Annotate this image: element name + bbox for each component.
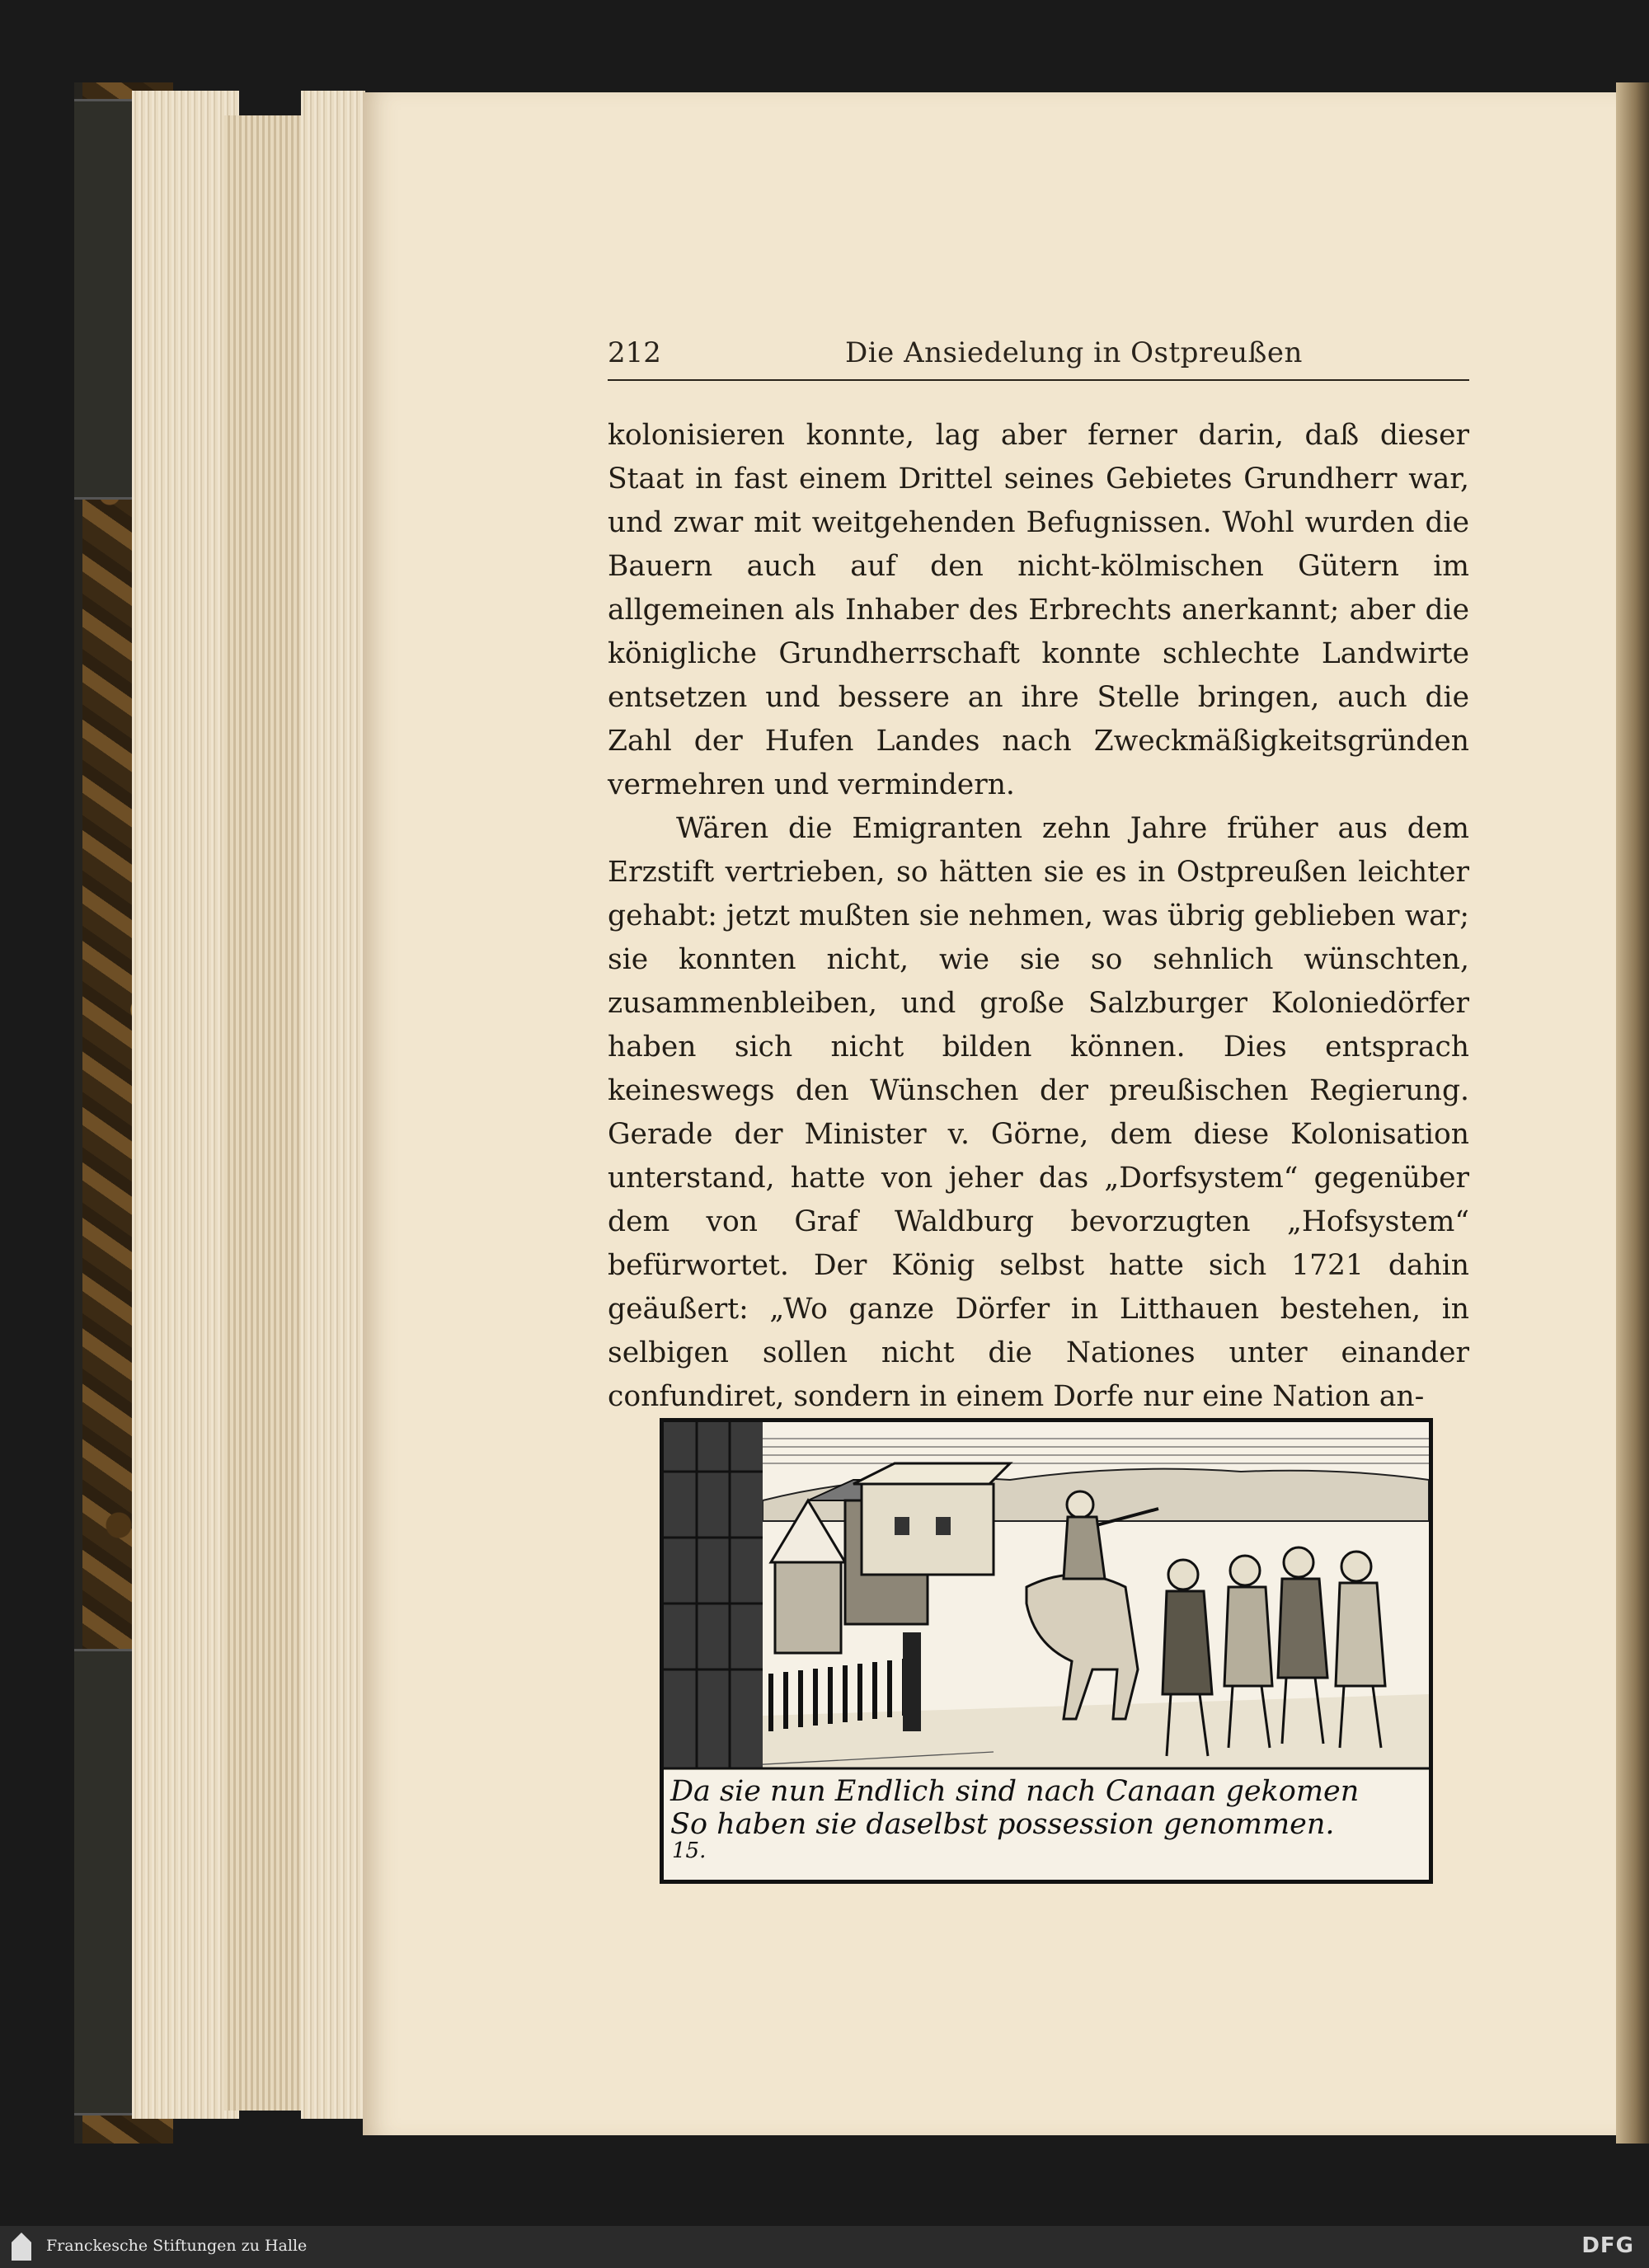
plate-number: 15. [672,1838,707,1863]
paragraph: Wären die Emigranten zehn Jahre früher aus dem Erzstift vertrieben, so hätten sie es in Ostpreußen leichter gehabt: jetzt mußten sie nehmen, was übrig geblieben war; sie konnten nicht, wie sie so sehnlich wünschten, zusammenbleiben, und große Salzburger Koloniedörfer haben sich nicht bilden können. Dies entsprach keineswegs den Wünschen der preußischen Regierung. Gerade der Minister v. Görne, dem diese Kolonisation unterstand, hatte von jeher das „Dorfsystem“ gegenüber dem von Graf Waldburg bevorzugten „Hofsystem“ befürwortet. Der König selbst hatte sich 1721 dahin geäußert: „Wo ganze Dörfer in Litthauen bestehen, in selbigen sollen nicht die Nationes unter einander confundiret, sondern in einem Dorfe nur eine Nation an- [608,812,1469,1413]
institution-name: Franckesche Stiftungen zu Halle [46,2237,308,2255]
body-text [608,414,1469,1419]
paragraph: kolonisieren konnte, lag aber ferner darin, daß dieser Staat in fast einem Drittel seines Gebietes Grundherr war, und zwar mit weitgehenden Befugnissen. Wohl wurden die Bauern auch auf den nicht-kölmischen Gütern im allgemeinen als Inhaber des Erbrechts anerkannt; aber die königliche Grundherrschaft konnte schlechte Landwirte entsetzen und bessere an ihre Stelle bringen, auch die Zahl der Hufen Landes nach Zweckmäßigkeitsgründen vermehren und vermindern. [608,419,1469,801]
institution-logo-icon [12,2233,31,2261]
page-stack-shadow [224,115,307,2111]
engraving-illustration [660,1418,1433,1884]
engraving-caption-line1: Da sie nun Endlich sind nach Canaan gekomen [670,1775,1360,1808]
dfg-logo: DFG [1581,2233,1634,2258]
book-right-edge [1616,82,1649,2144]
header-rule [608,379,1469,381]
page-stack [132,91,239,2119]
engraving-caption-line2: So haben sie daselbst possession genommen. [670,1808,1335,1841]
running-title: Die Ansiedelung in Ostpreußen [845,336,1303,369]
footer-bar [0,2226,1649,2268]
page-number: 212 [608,336,661,369]
page-stack [301,91,365,2119]
